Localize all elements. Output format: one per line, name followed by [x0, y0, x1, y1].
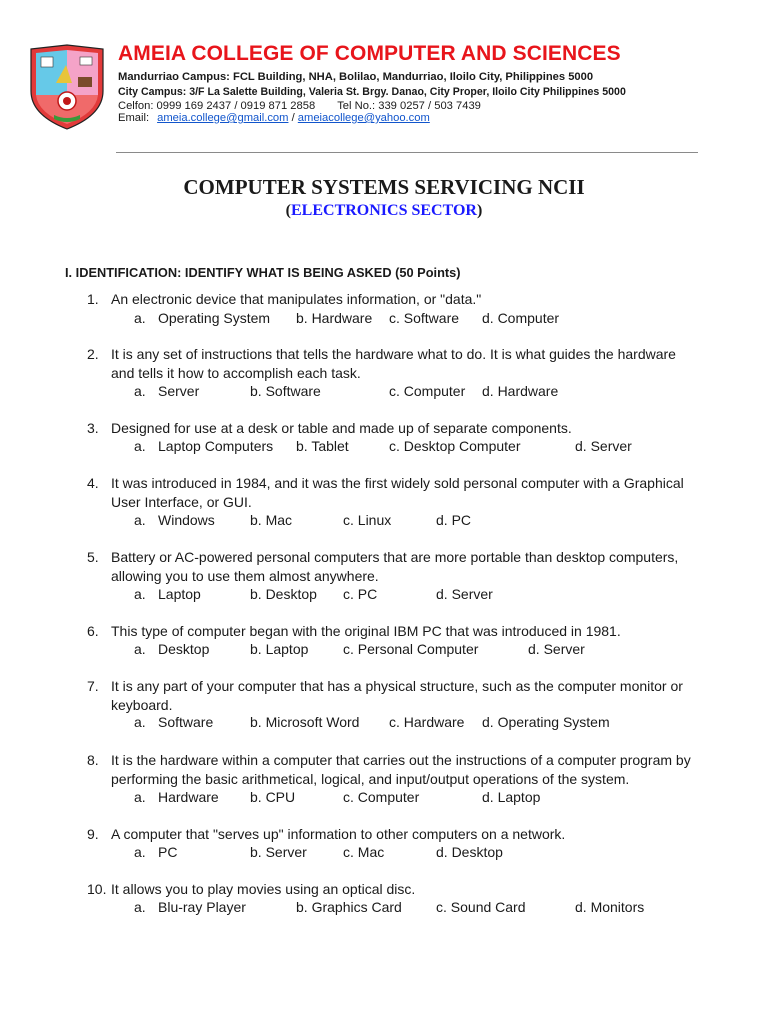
option-d: d. Operating System [482, 714, 610, 730]
question-text: It is any set of instructions that tells the hardware what to do. It is what guides the hardware and tells it how to accomplish each task. [111, 346, 676, 381]
email-separator: / [291, 112, 295, 124]
option-a-label: a. [134, 899, 146, 915]
option-b: b. Tablet [296, 438, 349, 454]
question-number: 10. [87, 881, 107, 897]
question-text: Battery or AC-powered personal computers that are more portable than desktop computers, allowing you to use them almost anywhere. [111, 549, 679, 584]
option-b: b. Software [250, 383, 321, 399]
celfon-numbers: Celfon: 0999 169 2437 / 0919 871 2858 [118, 100, 316, 112]
option-b: b. Server [250, 844, 307, 860]
option-c: c. PC [343, 586, 378, 602]
subtitle-close-paren: ) [476, 202, 483, 219]
option-c: c. Personal Computer [343, 641, 479, 657]
option-a: Hardware [158, 789, 219, 805]
question-text: It is the hardware within a computer that carries out the instructions of a computer program by performing the basic arithmetical, logical, and input/output operations of the system. [111, 752, 691, 787]
option-b: b. CPU [250, 789, 296, 805]
option-d: d. Monitors [575, 899, 645, 915]
option-a: Blu-ray Player [158, 899, 246, 915]
question-number: 7. [87, 678, 99, 694]
option-d: d. Desktop [436, 844, 503, 860]
option-a-label: a. [134, 844, 146, 860]
email-link-yahoo[interactable]: ameiacollege@yahoo.com [297, 112, 430, 124]
question-text: Designed for use at a desk or table and made up of separate components. [111, 420, 572, 436]
option-c: c. Mac [343, 844, 385, 860]
contact-line [118, 100, 481, 112]
option-c: c. Software [389, 310, 460, 326]
option-a-label: a. [134, 586, 146, 602]
option-a-label: a. [134, 383, 146, 399]
option-c: c. Linux [343, 512, 392, 528]
option-b: b. Mac [250, 512, 293, 528]
subtitle-open-paren: ( [285, 202, 291, 219]
question-number: 9. [87, 826, 99, 842]
option-b: b. Hardware [296, 310, 373, 326]
question-text: This type of computer began with the original IBM PC that was introduced in 1981. [111, 623, 621, 639]
option-a: Software [158, 714, 214, 730]
college-name: AMEIA COLLEGE OF COMPUTER AND SCIENCES [118, 42, 621, 65]
city-campus-address: City Campus: 3/F La Salette Building, Valeria St. Brgy. Danao, City Proper, Iloilo City Philippines 5000 [118, 86, 626, 98]
question-number: 6. [87, 623, 99, 639]
option-c: c. Computer [343, 789, 420, 805]
question-text: It was introduced in 1984, and it was the first widely sold personal computer with a Graphical User Interface, or GUI. [111, 475, 684, 510]
question-number: 4. [87, 475, 99, 491]
option-a: Server [158, 383, 200, 399]
option-a-label: a. [134, 512, 146, 528]
option-a: Operating System [158, 310, 271, 326]
option-a-label: a. [134, 789, 146, 805]
exam-title: COMPUTER SYSTEMS SERVICING NCII [183, 175, 585, 199]
option-c: c. Desktop Computer [389, 438, 521, 454]
question-text: It is any part of your computer that has a physical structure, such as the computer monitor or keyboard. [111, 678, 683, 713]
option-b: b. Microsoft Word [250, 714, 360, 730]
question-text: It allows you to play movies using an optical disc. [111, 881, 416, 897]
question-number: 3. [87, 420, 99, 436]
option-a-label: a. [134, 438, 146, 454]
option-d: d. Server [528, 641, 585, 657]
option-d: d. Server [575, 438, 632, 454]
option-a-label: a. [134, 714, 146, 730]
option-d: d. PC [436, 512, 472, 528]
option-c: c. Sound Card [436, 899, 526, 915]
option-a-label: a. [134, 310, 146, 326]
question-number: 8. [87, 752, 99, 768]
question-number: 2. [87, 346, 99, 362]
question-text: An electronic device that manipulates information, or "data." [111, 291, 482, 307]
option-b: b. Laptop [250, 641, 309, 657]
email-label: Email: [118, 112, 150, 124]
option-a-label: a. [134, 641, 146, 657]
option-d: d. Server [436, 586, 493, 602]
telephone-numbers: Tel No.: 339 0257 / 503 7439 [337, 100, 481, 112]
college-logo [28, 43, 106, 131]
question-text: A computer that "serves up" information to other computers on a network. [111, 826, 566, 842]
section-heading: I. IDENTIFICATION: IDENTIFY WHAT IS BEING ASKED (50 Points) [65, 265, 461, 280]
option-a: Laptop Computers [158, 438, 274, 454]
email-line [118, 112, 430, 124]
exam-subtitle [0, 202, 768, 220]
email-link-gmail[interactable]: ameia.college@gmail.com [157, 112, 289, 124]
question-number: 1. [87, 291, 99, 307]
option-d: d. Computer [482, 310, 560, 326]
option-a: Laptop [158, 586, 201, 602]
option-b: b. Graphics Card [296, 899, 402, 915]
option-d: d. Hardware [482, 383, 559, 399]
option-a: PC [158, 844, 178, 860]
mandurriao-campus-address: Mandurriao Campus: FCL Building, NHA, Bolilao, Mandurriao, Iloilo City, Philippines 5000 [118, 71, 594, 83]
option-c: c. Hardware [389, 714, 465, 730]
sector-name: ELECTRONICS SECTOR [291, 202, 477, 219]
option-d: d. Laptop [482, 789, 541, 805]
option-b: b. Desktop [250, 586, 317, 602]
option-a: Windows [158, 512, 215, 528]
header-divider [116, 152, 698, 153]
question-number: 5. [87, 549, 99, 565]
option-a: Desktop [158, 641, 210, 657]
option-c: c. Computer [389, 383, 466, 399]
